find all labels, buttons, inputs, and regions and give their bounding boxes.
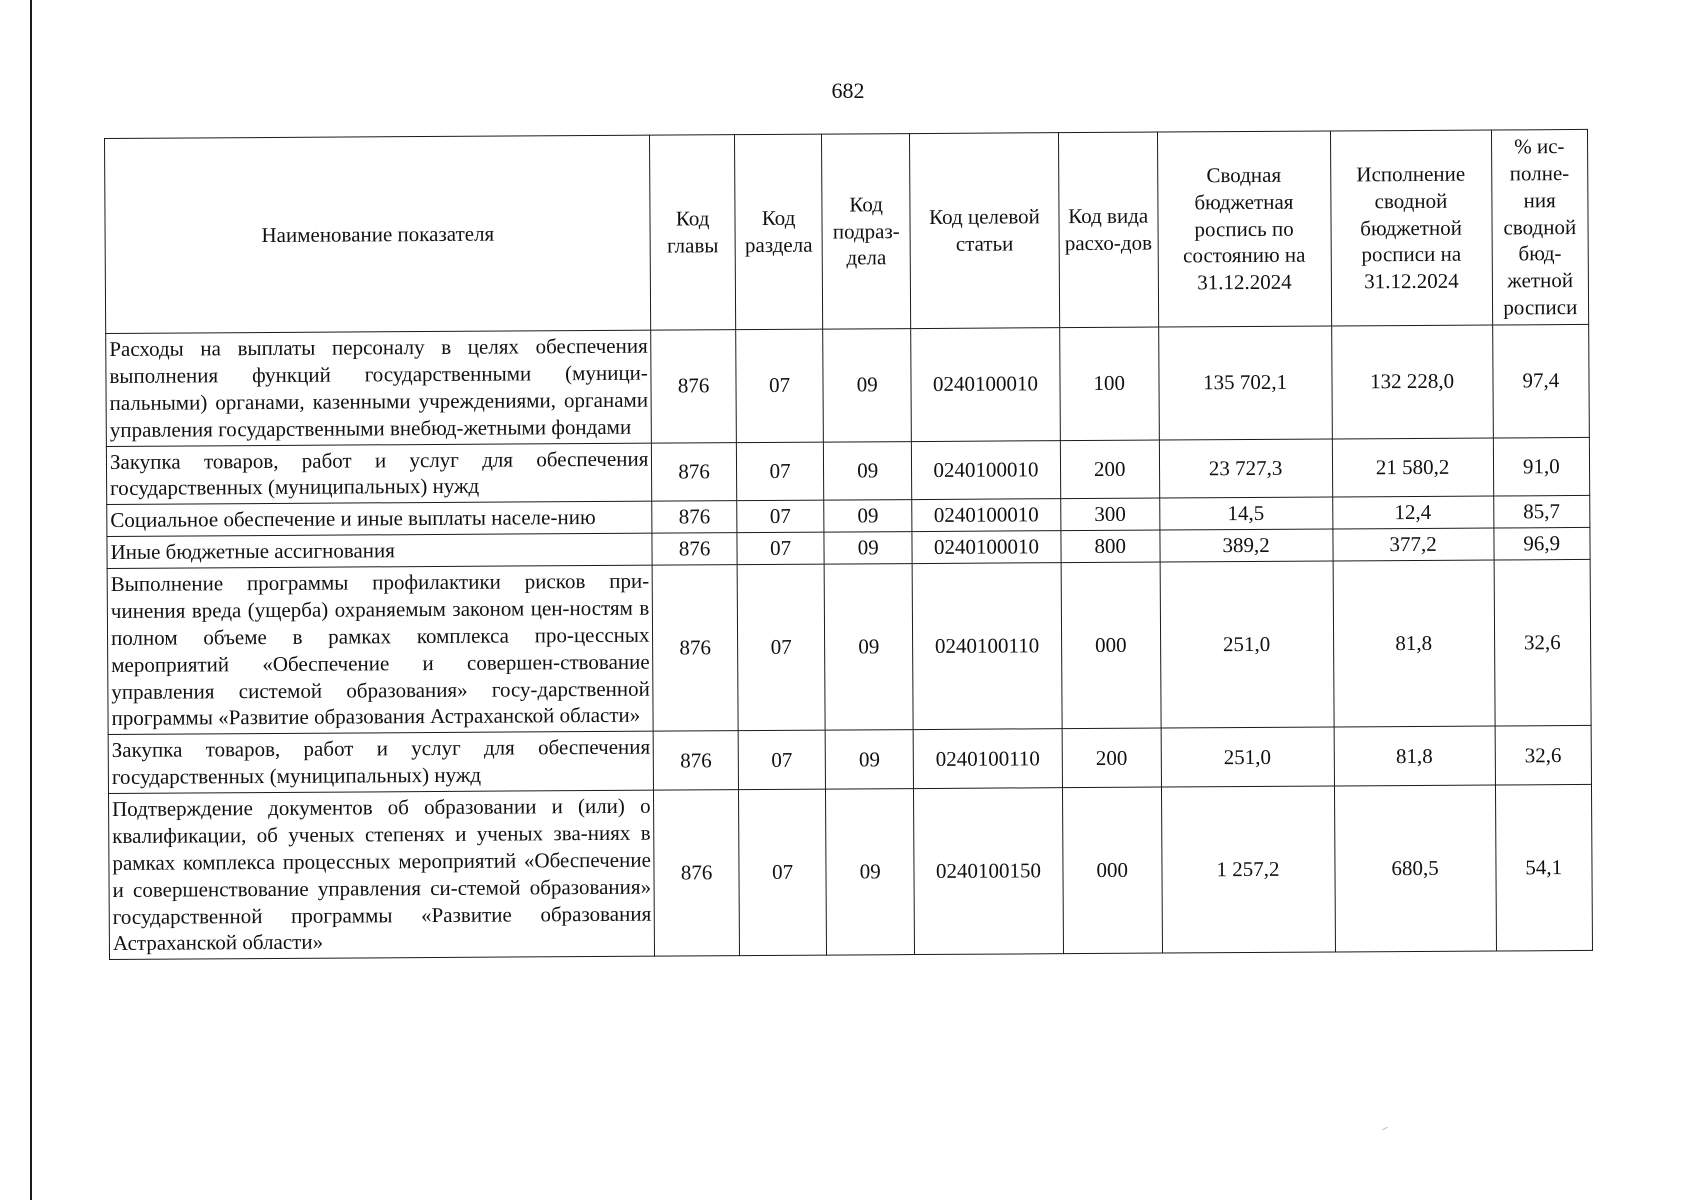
header-name: Наименование показателя [105, 135, 652, 333]
cell-pct: 54,1 [1495, 784, 1592, 951]
cell-target: 0240100010 [911, 440, 1060, 500]
cell-pct: 97,4 [1492, 324, 1589, 437]
cell-target: 0240100110 [913, 729, 1062, 789]
cell-section: 07 [737, 532, 825, 564]
cell-plan: 251,0 [1160, 561, 1334, 728]
cell-section: 07 [737, 564, 826, 731]
scan-edge-line [30, 0, 32, 1200]
cell-fact: 81,8 [1334, 726, 1495, 786]
cell-target: 0240100110 [912, 563, 1062, 730]
cell-fact: 132 228,0 [1331, 325, 1493, 438]
cell-target: 0240100010 [912, 499, 1061, 532]
cell-chapter: 876 [654, 790, 739, 957]
table-row [109, 784, 1593, 959]
header-exp-type: Код вида расхо-дов [1058, 132, 1158, 328]
cell-plan: 135 702,1 [1158, 326, 1332, 440]
cell-subsection: 09 [823, 329, 911, 442]
cell-fact: 680,5 [1334, 785, 1496, 952]
header-target: Код целевой статьи [909, 133, 1059, 329]
cell-name: Закупка товаров, работ и услуг для обеспечения государственных (муниципальных) нужд [106, 443, 652, 505]
cell-name: Расходы на выплаты персоналу в целях обеспечения выполнения функций государственными (муници-пальными) органами, казенными учреждениями, органами управления государственными внебюд-жетными фондами [106, 330, 652, 446]
cell-target: 0240100150 [913, 788, 1063, 955]
cell-section: 07 [736, 500, 824, 532]
cell-subsection: 09 [824, 500, 912, 532]
cell-exp-type: 200 [1060, 440, 1159, 499]
cell-exp-type: 000 [1062, 787, 1162, 954]
cell-plan: 14,5 [1159, 497, 1332, 530]
header-chapter: Код главы [650, 135, 736, 331]
cell-exp-type: 000 [1061, 562, 1161, 729]
cell-subsection: 09 [826, 730, 914, 789]
cell-exp-type: 100 [1060, 327, 1159, 440]
cell-pct: 85,7 [1493, 496, 1590, 528]
cell-plan: 389,2 [1159, 529, 1332, 562]
cell-chapter: 876 [653, 565, 738, 732]
cell-pct: 32,6 [1495, 726, 1592, 785]
table-row [108, 726, 1591, 794]
cell-plan: 251,0 [1161, 727, 1334, 787]
cell-name: Подтверждение документов об образовании и (или) о квалификации, об ученых степенях и ученых зва-ниях в рамках комплекса процессных мероприятий «Обеспечение и совершенствование управления си-стемой образования» государственной программы «Развитие образования Астраханской области» [109, 790, 655, 960]
cell-pct: 96,9 [1493, 528, 1590, 560]
cell-target: 0240100010 [912, 531, 1061, 564]
cell-chapter: 876 [654, 731, 739, 790]
table-header-row [105, 129, 1589, 333]
cell-section: 07 [738, 730, 826, 789]
cell-fact: 21 580,2 [1332, 438, 1493, 498]
cell-chapter: 876 [652, 442, 737, 501]
page-number: 682 [831, 78, 865, 103]
header-section: Код раздела [734, 134, 823, 330]
header-fact: Исполнение сводной бюджетной росписи на 31.12.2024 [1330, 130, 1492, 326]
cell-chapter: 876 [651, 330, 736, 443]
header-pct: % ис-полне-ния сводной бюд-жетной росписи [1491, 129, 1589, 325]
table-row [106, 437, 1589, 505]
cell-subsection: 09 [824, 441, 912, 500]
cell-pct: 32,6 [1494, 559, 1591, 726]
cell-section: 07 [736, 442, 824, 501]
cell-target: 0240100010 [911, 328, 1061, 441]
table-row [107, 559, 1591, 734]
cell-plan: 1 257,2 [1161, 786, 1335, 953]
cell-subsection: 09 [826, 789, 915, 956]
cell-subsection: 09 [824, 564, 913, 731]
cell-exp-type: 300 [1061, 498, 1160, 530]
header-plan: Сводная бюджетная роспись по состоянию на 31.12.2024 [1157, 131, 1331, 327]
cell-name: Выполнение программы профилактики рисков при-чинения вреда (ущерба) охраняемым законом цен-ностям в полном объеме в рамках комплекса про-цессных мероприятий «Обеспечение и совершен-ствование управления системой образования» госу-дарственной программы «Развитие образования Астраханской области» [107, 565, 653, 735]
cell-chapter: 876 [652, 533, 737, 565]
cell-section: 07 [738, 789, 827, 956]
cell-pct: 91,0 [1493, 437, 1590, 496]
cell-exp-type: 800 [1061, 530, 1160, 562]
cell-exp-type: 200 [1062, 728, 1161, 787]
scan-speck [1382, 1127, 1388, 1131]
cell-section: 07 [735, 329, 823, 442]
budget-execution-table [104, 129, 1593, 960]
cell-plan: 23 727,3 [1159, 439, 1332, 499]
cell-name: Иные бюджетные ассигнования [107, 533, 653, 568]
cell-name: Социальное обеспечение и иные выплаты населе-нию [107, 501, 653, 536]
cell-fact: 12,4 [1332, 496, 1493, 529]
cell-subsection: 09 [824, 532, 912, 564]
cell-chapter: 876 [652, 501, 737, 533]
table-row [106, 324, 1590, 446]
cell-fact: 377,2 [1332, 528, 1493, 561]
cell-fact: 81,8 [1333, 560, 1495, 727]
header-subsection: Код подраз-дела [822, 134, 911, 330]
cell-name: Закупка товаров, работ и услуг для обеспечения государственных (муниципальных) нужд [108, 731, 654, 793]
